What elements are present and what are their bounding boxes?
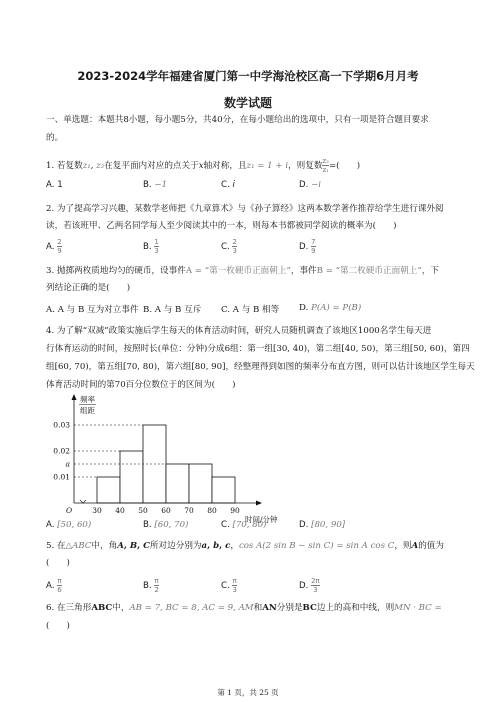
q6-text5: 边上的高和中线，则 bbox=[316, 603, 395, 613]
option-value: 1 bbox=[57, 180, 63, 190]
q1-option-a[interactable] bbox=[46, 180, 63, 190]
q5-text4: ，则 bbox=[394, 541, 412, 551]
question-2-line1: 2. 为了提高学习兴趣，某数学老师把《九章算术》与《孙子算经》这两本数学著作推荐给学生进行课外阅 bbox=[46, 204, 444, 214]
question-4-line4: 体育活动时间的第70百分位数位于的区间为( ) bbox=[46, 380, 236, 390]
x-tick-label: 70 bbox=[184, 506, 194, 515]
q5-angle-a: A bbox=[117, 541, 124, 551]
question-5-line2: ( ) bbox=[46, 558, 70, 568]
frac-num: 2 bbox=[57, 238, 62, 246]
option-letter: C. bbox=[221, 520, 230, 530]
q6-median: AN bbox=[262, 603, 277, 613]
option-letter: A. bbox=[46, 581, 55, 591]
x-tick-label: 60 bbox=[161, 506, 171, 515]
frac-num: π bbox=[57, 577, 62, 585]
option-letter: C. bbox=[221, 242, 230, 252]
q1-text5: =( ) bbox=[328, 161, 361, 171]
q2-option-b[interactable] bbox=[143, 238, 159, 255]
option-value: A 与 B 相等 bbox=[232, 305, 280, 315]
q6-condition: AB = 7, BC = 8, AC = 9, AM bbox=[129, 603, 254, 613]
q6-text: 6. 在三角形 bbox=[46, 603, 92, 613]
frac-den: 2 bbox=[154, 586, 159, 594]
q5-option-c[interactable] bbox=[221, 577, 237, 594]
q5-side-b: b bbox=[213, 541, 220, 551]
q4-option-a[interactable] bbox=[46, 520, 91, 530]
q5-text3: 所对边分别为 bbox=[149, 541, 202, 551]
histogram-chart bbox=[40, 392, 290, 524]
frac-den: 3 bbox=[232, 247, 237, 255]
frac-num: 7 bbox=[311, 238, 316, 246]
question-1 bbox=[46, 157, 360, 174]
q3-event-a: A = “第一枚硬币正面朝上” bbox=[185, 266, 291, 276]
x-tick-label: 90 bbox=[230, 506, 240, 515]
q6-text4: 分别是 bbox=[276, 603, 303, 613]
option-letter: D. bbox=[299, 180, 309, 190]
q4-option-d[interactable] bbox=[299, 520, 345, 530]
option-letter: A. bbox=[46, 305, 55, 315]
q5-option-a[interactable] bbox=[46, 577, 62, 594]
y-axis-title-denominator: 组距 bbox=[80, 406, 95, 415]
axis-break-mark bbox=[80, 500, 86, 503]
frac-num: 1 bbox=[154, 238, 159, 246]
q3-option-d[interactable] bbox=[299, 303, 361, 313]
q1-z1: z₁ bbox=[82, 161, 91, 171]
frac-num: 2 bbox=[232, 238, 237, 246]
option-letter: D. bbox=[299, 303, 309, 313]
q5-side-c: c bbox=[225, 541, 231, 551]
q1-option-c[interactable] bbox=[221, 180, 235, 190]
option-fraction bbox=[311, 238, 315, 255]
option-letter: D. bbox=[299, 581, 309, 591]
option-letter: B. bbox=[143, 581, 152, 591]
q3-option-b[interactable] bbox=[143, 303, 201, 315]
question-3-line2: 列结论正确的是( ) bbox=[46, 283, 131, 293]
option-letter: B. bbox=[143, 305, 153, 315]
x-tick-label: 40 bbox=[115, 506, 125, 515]
section-intro: 一、单选题：本题共8小题，每小题5分，共40分，在每小题给出的选项中，只有一项是符合题目要求 bbox=[46, 115, 429, 125]
q5-text2: 中，角 bbox=[91, 541, 118, 551]
q3-event-b: B = “第二枚硬币正面朝上” bbox=[316, 266, 422, 276]
q3-text2: ，事件 bbox=[290, 266, 317, 276]
option-fraction bbox=[154, 238, 158, 255]
histogram-bar bbox=[120, 451, 143, 503]
q1-frac-num: z₂ bbox=[322, 157, 329, 165]
option-letter: C. bbox=[221, 581, 230, 591]
y-axis-title-numerator: 频率 bbox=[80, 395, 95, 404]
option-value: [80, 90] bbox=[311, 520, 346, 530]
histogram-bar bbox=[166, 464, 189, 503]
option-letter: B. bbox=[143, 242, 152, 252]
q5-text: 5. 在 bbox=[46, 541, 66, 551]
origin-label: O bbox=[66, 506, 73, 515]
x-axis-arrow bbox=[256, 501, 262, 506]
histogram-bar bbox=[212, 477, 235, 503]
q2-option-c[interactable] bbox=[221, 238, 237, 255]
question-6-line2: ( ) bbox=[46, 621, 70, 631]
q6-text3: 和 bbox=[253, 603, 263, 613]
histogram-bar bbox=[97, 477, 120, 503]
q3-option-a[interactable] bbox=[46, 303, 139, 315]
option-letter: D. bbox=[299, 520, 309, 530]
y-tick-label: 0.03 bbox=[53, 420, 70, 430]
q5-angle: A bbox=[411, 541, 419, 551]
section-intro-cont: 的。 bbox=[46, 133, 64, 143]
page-footer: 第 1 页，共 25 页 bbox=[217, 688, 279, 697]
q6-triangle: ABC bbox=[91, 603, 113, 613]
q1-text3: 轴对称，且 bbox=[203, 161, 247, 171]
option-value: −i bbox=[311, 180, 322, 190]
option-fraction bbox=[57, 577, 61, 594]
option-value: i bbox=[232, 180, 235, 190]
q1-option-d[interactable] bbox=[299, 180, 321, 190]
question-4-line1: 4. 为了解“双减”政策实施后学生每天的体育活动时间，研究人员随机调查了该地区1000名学生每天进 bbox=[46, 326, 432, 336]
q5-option-d[interactable] bbox=[299, 577, 320, 594]
option-value: A 与 B 互斥 bbox=[154, 305, 202, 315]
q1-text2: 在复平面内对应的点关于 bbox=[104, 161, 199, 171]
option-value: [70, 80) bbox=[232, 520, 267, 530]
q2-option-a[interactable] bbox=[46, 238, 62, 255]
q2-option-d[interactable] bbox=[299, 238, 316, 255]
q1-condition: z₁ = 1 + i bbox=[246, 161, 289, 171]
q5-angle-b: B bbox=[129, 541, 138, 551]
question-3-line1 bbox=[46, 266, 439, 277]
q6-expression: MN · BC = bbox=[394, 603, 442, 613]
option-fraction bbox=[232, 577, 236, 594]
q1-frac-den: z₁ bbox=[322, 166, 329, 174]
q3-text3: ，下 bbox=[421, 266, 439, 276]
option-letter: A. bbox=[46, 242, 55, 252]
question-4-line2: 行体育运动的时间，按照时长(单位：分钟)分成6组：第一组[30, 40)，第二组[40, 50)，第三组[50, 60)，第四 bbox=[46, 344, 470, 354]
q1-sep: , bbox=[90, 161, 97, 171]
q3-text: 3. 抛掷两枚质地均匀的硬币，设事件 bbox=[46, 266, 186, 276]
option-value: [60, 70) bbox=[154, 520, 189, 530]
q5-side-a: a bbox=[201, 541, 208, 551]
option-fraction bbox=[154, 577, 158, 594]
q5-triangle: △ABC bbox=[65, 541, 92, 551]
frac-num: π bbox=[154, 577, 159, 585]
x-tick-label: 80 bbox=[207, 506, 217, 515]
exam-subtitle: 数学试题 bbox=[223, 96, 272, 110]
option-letter: A. bbox=[46, 180, 55, 190]
question-4-line3: 组[60, 70)，第五组[70, 80)，第六组[80, 90]，经整理得到如图的频率分布直方图，则可以估计该地区学生每天 bbox=[46, 362, 475, 372]
frac-den: 3 bbox=[154, 247, 159, 255]
option-fraction bbox=[232, 238, 236, 255]
frac-den: 9 bbox=[57, 247, 62, 255]
frac-den: 3 bbox=[232, 586, 237, 594]
histogram-bar bbox=[189, 464, 212, 503]
x-tick-label: 30 bbox=[92, 506, 102, 515]
question-5-line1: 5. 在△ABC中，角A, B, C所对边分别为a, b, c，cos A(2 sin B − sin C) = sin A cos C，则A的值为 bbox=[46, 541, 444, 551]
q5-angle-c: C bbox=[143, 541, 150, 551]
q1-x: x bbox=[198, 161, 204, 171]
q4-option-b[interactable] bbox=[143, 520, 188, 530]
option-letter: D. bbox=[299, 242, 309, 252]
y-axis-arrow bbox=[72, 394, 77, 400]
q6-text2: 中， bbox=[112, 603, 130, 613]
option-letter: B. bbox=[143, 520, 152, 530]
question-2-line2: 读，若该班甲、乙两名同学每人至少阅读其中的一本，则每本书都被同学阅读的概率为( ) bbox=[46, 221, 397, 231]
frac-den: 3 bbox=[313, 586, 318, 594]
exam-title: 2023-2024学年福建省厦门第一中学海沧校区高一下学期6月月考 bbox=[77, 69, 419, 83]
q5-condition: cos A(2 sin B − sin C) = sin A cos C bbox=[238, 541, 395, 551]
q4-option-c[interactable] bbox=[221, 520, 267, 530]
y-tick-label: 0.02 bbox=[53, 446, 70, 456]
q5-option-b[interactable] bbox=[143, 577, 159, 594]
y-tick-label: 0.01 bbox=[53, 472, 70, 482]
option-letter: C. bbox=[221, 305, 231, 315]
option-value: [50, 60) bbox=[57, 520, 92, 530]
option-value: P(A) = P(B) bbox=[311, 303, 362, 313]
x-tick-label: 50 bbox=[138, 506, 148, 515]
y-tick-label: a bbox=[65, 459, 70, 469]
option-value: −1 bbox=[154, 180, 168, 190]
question-6-line1 bbox=[46, 603, 442, 614]
x-axis-title: 时间/分钟 bbox=[245, 515, 278, 524]
option-fraction bbox=[57, 238, 61, 255]
q1-text4: ，则复数 bbox=[288, 161, 323, 171]
option-fraction bbox=[311, 577, 320, 594]
frac-num: π bbox=[232, 577, 237, 585]
frac-num: 2π bbox=[311, 577, 320, 585]
option-letter: B. bbox=[143, 180, 152, 190]
option-letter: A. bbox=[46, 520, 55, 530]
frac-den: 9 bbox=[311, 247, 316, 255]
q5-text5: 的值为 bbox=[418, 541, 444, 551]
option-letter: C. bbox=[221, 180, 230, 190]
q1-text: 1. 若复数 bbox=[46, 161, 83, 171]
frac-den: 6 bbox=[57, 586, 62, 594]
q1-option-b[interactable] bbox=[143, 180, 167, 190]
option-value: A 与 B 互为对立事件 bbox=[57, 305, 139, 315]
q3-option-c[interactable] bbox=[221, 303, 279, 315]
q6-side: BC bbox=[302, 603, 317, 613]
q1-z2: z₂ bbox=[96, 161, 105, 171]
